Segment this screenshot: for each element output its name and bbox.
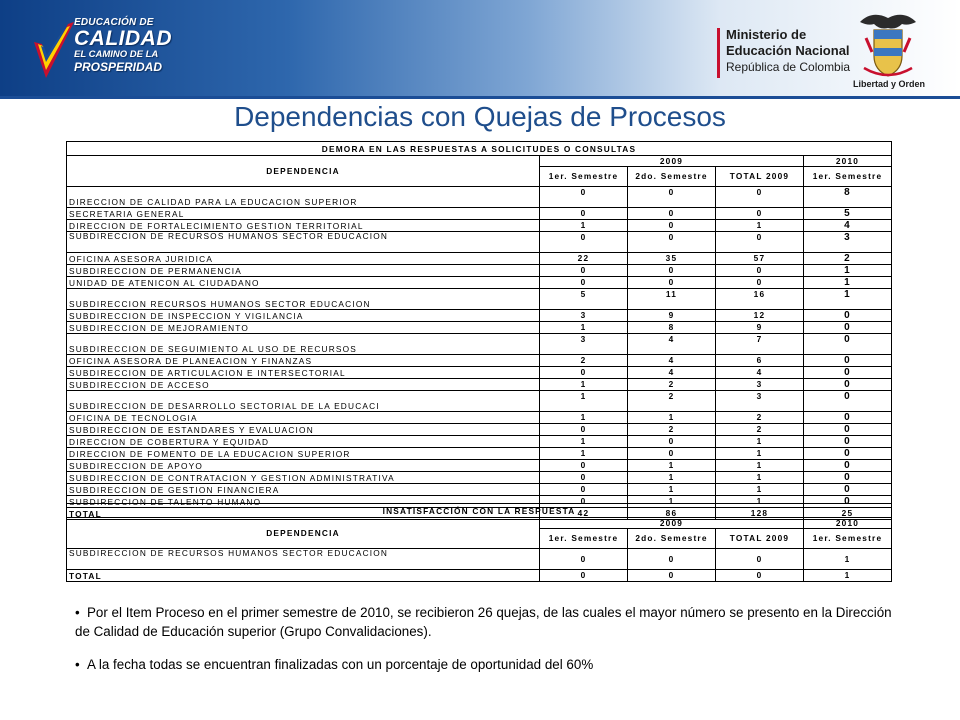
- table-row: [67, 232, 892, 253]
- table-row: [67, 448, 892, 460]
- cell-value: 1: [540, 391, 628, 412]
- cell-value: 1: [540, 379, 628, 391]
- dependency-name: SUBDIRECCION DE PERMANENCIA: [67, 265, 540, 277]
- cell-value: 1: [540, 322, 628, 334]
- cell-value: 0: [540, 187, 628, 208]
- cell-value: 3: [540, 334, 628, 355]
- table-row: [67, 253, 892, 265]
- column-header-second-semester-2009: 2do. Semestre: [628, 167, 716, 187]
- cell-value: 0: [716, 277, 804, 289]
- dependency-name: SUBDIRECCION DE RECURSOS HUMANOS SECTOR EDUCACION: [67, 549, 540, 570]
- logo-line-3: EL CAMINO DE LA: [74, 49, 159, 60]
- total-value: 0: [716, 570, 804, 582]
- cell-value: 0: [716, 265, 804, 277]
- cell-value: 1: [628, 496, 716, 508]
- cell-value: 0: [804, 322, 892, 334]
- cell-value: 5: [804, 208, 892, 220]
- table-row: [67, 379, 892, 391]
- ministry-line-1: Ministerio de: [726, 27, 807, 42]
- logo-line-2: CALIDAD: [74, 27, 172, 50]
- dependency-name: OFICINA ASESORA JURIDICA: [67, 253, 540, 265]
- dependency-name: DIRECCION DE FOMENTO DE LA EDUCACION SUPERIOR: [67, 448, 540, 460]
- cell-value: 0: [804, 355, 892, 367]
- cell-value: 0: [540, 549, 628, 570]
- table-row: [67, 436, 892, 448]
- dependency-name: UNIDAD DE ATENICON AL CIUDADANO: [67, 277, 540, 289]
- table-row: [67, 208, 892, 220]
- cell-value: 5: [540, 289, 628, 310]
- cell-value: 0: [716, 232, 804, 253]
- cell-value: 0: [628, 187, 716, 208]
- cell-value: 0: [628, 220, 716, 232]
- ministry-name: [726, 27, 850, 75]
- cell-value: 3: [716, 391, 804, 412]
- column-header-total-2009: TOTAL 2009: [716, 167, 804, 187]
- cell-value: 8: [804, 187, 892, 208]
- cell-value: 0: [804, 436, 892, 448]
- dependency-name: SUBDIRECCION RECURSOS HUMANOS SECTOR EDUCACION: [67, 289, 540, 310]
- delay-complaints-table: [66, 141, 892, 520]
- table-row: [67, 220, 892, 232]
- cell-value: 3: [804, 232, 892, 253]
- table-row: [67, 265, 892, 277]
- cell-value: 0: [540, 484, 628, 496]
- bullet-icon: •: [75, 657, 80, 672]
- cell-value: 0: [540, 424, 628, 436]
- cell-value: 0: [540, 460, 628, 472]
- dependency-name: SUBDIRECCION DE SEGUIMIENTO AL USO DE RECURSOS: [67, 334, 540, 355]
- cell-value: 0: [804, 448, 892, 460]
- cell-value: 0: [628, 232, 716, 253]
- ministry-line-3: República de Colombia: [726, 59, 851, 74]
- column-header-year-2009: 2009: [540, 156, 804, 167]
- cell-value: 0: [628, 208, 716, 220]
- cell-value: 0: [804, 412, 892, 424]
- cell-value: 1: [540, 436, 628, 448]
- cell-value: 4: [628, 355, 716, 367]
- notes-list: [75, 603, 895, 688]
- total-value: 42: [540, 508, 628, 520]
- cell-value: 0: [804, 379, 892, 391]
- dependency-name: DIRECCION DE FORTALECIMIENTO GESTION TERRITORIAL: [67, 220, 540, 232]
- cell-value: 0: [716, 187, 804, 208]
- table-row: [67, 412, 892, 424]
- cell-value: 2: [628, 391, 716, 412]
- cell-value: 0: [540, 265, 628, 277]
- educacion-calidad-logo: [32, 6, 172, 92]
- dependency-name: SUBDIRECCION DE ACCESO: [67, 379, 540, 391]
- column-header-year-2010: 2010: [804, 518, 892, 529]
- table-row: [67, 460, 892, 472]
- cell-value: 1: [540, 448, 628, 460]
- cell-value: 0: [540, 208, 628, 220]
- column-header-total-2009: TOTAL 2009: [716, 529, 804, 549]
- table-row: [67, 484, 892, 496]
- cell-value: 1: [804, 289, 892, 310]
- cell-value: 2: [804, 253, 892, 265]
- cell-value: 1: [804, 265, 892, 277]
- cell-value: 0: [716, 549, 804, 570]
- dependency-name: SUBDIRECCION DE INSPECCION Y VIGILANCIA: [67, 310, 540, 322]
- cell-value: 0: [716, 208, 804, 220]
- column-header-dependencia: DEPENDENCIA: [67, 156, 540, 187]
- column-header-first-semester-2009: 1er. Semestre: [540, 167, 628, 187]
- dependency-name: SUBDIRECCION DE ARTICULACION E INTERSECTORIAL: [67, 367, 540, 379]
- cell-value: 0: [804, 484, 892, 496]
- cell-value: 11: [628, 289, 716, 310]
- table-caption: INSATISFACCIÓN CON LA RESPUESTA: [67, 504, 892, 518]
- cell-value: 0: [804, 367, 892, 379]
- dependency-name: SUBDIRECCION DE MEJORAMIENTO: [67, 322, 540, 334]
- total-value: 86: [628, 508, 716, 520]
- cell-value: 1: [540, 412, 628, 424]
- table-row: [67, 472, 892, 484]
- cell-value: 2: [716, 412, 804, 424]
- column-header-year-2009: 2009: [540, 518, 804, 529]
- note-item: [75, 655, 895, 674]
- cell-value: 0: [540, 472, 628, 484]
- table-caption: DEMORA EN LAS RESPUESTAS A SOLICITUDES O CONSULTAS: [67, 142, 892, 156]
- total-value: 25: [804, 508, 892, 520]
- cell-value: 1: [628, 412, 716, 424]
- cell-value: 0: [540, 367, 628, 379]
- dependency-name: DIRECCION DE CALIDAD PARA LA EDUCACION SUPERIOR: [67, 187, 540, 208]
- cell-value: 4: [716, 367, 804, 379]
- cell-value: 1: [716, 496, 804, 508]
- cell-value: 0: [804, 472, 892, 484]
- cell-value: 0: [628, 549, 716, 570]
- total-value: 0: [628, 570, 716, 582]
- cell-value: 1: [628, 472, 716, 484]
- cell-value: 0: [540, 277, 628, 289]
- table-row: [67, 391, 892, 412]
- cell-value: 2: [628, 379, 716, 391]
- cell-value: 0: [804, 391, 892, 412]
- logo-wordmark: [74, 18, 172, 73]
- table-row: [67, 424, 892, 436]
- cell-value: 0: [628, 448, 716, 460]
- table-row: [67, 355, 892, 367]
- table-row: [67, 322, 892, 334]
- cell-value: 16: [716, 289, 804, 310]
- table-row: [67, 289, 892, 310]
- motto-text: Libertad y Orden: [852, 79, 925, 89]
- cell-value: 4: [628, 367, 716, 379]
- cell-value: 1: [716, 460, 804, 472]
- note-text: Por el Item Proceso en el primer semestre de 2010, se recibieron 26 quejas, de las cuales el mayor número se presento en la Dirección de Calidad de Educación superior (Grupo Convalidaciones).: [75, 605, 892, 639]
- dependency-name: OFICINA DE TECNOLOGIA: [67, 412, 540, 424]
- checkmark-logo-icon: [32, 20, 76, 86]
- cell-value: 12: [716, 310, 804, 322]
- dependency-name: DIRECCION DE COBERTURA Y EQUIDAD: [67, 436, 540, 448]
- column-header-first-semester-2010: 1er. Semestre: [804, 167, 892, 187]
- header-divider: [0, 96, 960, 99]
- table-total-row: [67, 570, 892, 582]
- cell-value: 1: [716, 436, 804, 448]
- ministry-line-2: Educación Nacional: [726, 43, 850, 59]
- cell-value: 0: [540, 232, 628, 253]
- note-text: A la fecha todas se encuentran finalizadas con un porcentaje de oportunidad del 60%: [87, 657, 594, 672]
- cell-value: 4: [804, 220, 892, 232]
- cell-value: 57: [716, 253, 804, 265]
- slide-title: Dependencias con Quejas de Procesos: [234, 101, 726, 132]
- total-label: TOTAL: [67, 570, 540, 582]
- cell-value: 2: [716, 424, 804, 436]
- total-value: 0: [540, 570, 628, 582]
- cell-value: 0: [804, 334, 892, 355]
- logo-line-1: EDUCACIÓN DE: [74, 17, 154, 28]
- table-row: [67, 334, 892, 355]
- total-label: TOTAL: [67, 508, 540, 520]
- dependency-name: SUBDIRECCION DE APOYO: [67, 460, 540, 472]
- cell-value: 0: [540, 496, 628, 508]
- cell-value: 9: [628, 310, 716, 322]
- table-row: [67, 310, 892, 322]
- table-row: [67, 187, 892, 208]
- cell-value: 0: [804, 310, 892, 322]
- column-header-first-semester-2009: 1er. Semestre: [540, 529, 628, 549]
- cell-value: 7: [716, 334, 804, 355]
- column-header-first-semester-2010: 1er. Semestre: [804, 529, 892, 549]
- table-row: [67, 277, 892, 289]
- cell-value: 0: [628, 277, 716, 289]
- bullet-icon: •: [75, 605, 80, 620]
- cell-value: 1: [540, 220, 628, 232]
- cell-value: 0: [804, 496, 892, 508]
- cell-value: 0: [628, 436, 716, 448]
- cell-value: 8: [628, 322, 716, 334]
- dependency-name: SUBDIRECCION DE TALENTO HUMANO: [67, 496, 540, 508]
- cell-value: 22: [540, 253, 628, 265]
- column-header-dependencia: DEPENDENCIA: [67, 518, 540, 549]
- note-item: [75, 603, 895, 641]
- cell-value: 0: [804, 460, 892, 472]
- table-row: [67, 367, 892, 379]
- cell-value: 1: [716, 220, 804, 232]
- cell-value: 1: [716, 484, 804, 496]
- cell-value: 6: [716, 355, 804, 367]
- dependency-name: OFICINA ASESORA DE PLANEACION Y FINANZAS: [67, 355, 540, 367]
- cell-value: 1: [804, 549, 892, 570]
- column-header-year-2010: 2010: [804, 156, 892, 167]
- dependency-name: SUBDIRECCION DE ESTANDARES Y EVALUACION: [67, 424, 540, 436]
- logo-line-4: PROSPERIDAD: [74, 59, 163, 74]
- cell-value: 1: [628, 484, 716, 496]
- column-header-second-semester-2009: 2do. Semestre: [628, 529, 716, 549]
- dissatisfaction-table: [66, 503, 892, 582]
- dependency-name: SUBDIRECCION DE CONTRATACION Y GESTION ADMINISTRATIVA: [67, 472, 540, 484]
- cell-value: 1: [628, 460, 716, 472]
- table-row: [67, 549, 892, 570]
- dependency-name: SECRETARIA GENERAL: [67, 208, 540, 220]
- cell-value: 1: [804, 277, 892, 289]
- dependency-name: SUBDIRECCION DE GESTION FINANCIERA: [67, 484, 540, 496]
- cell-value: 2: [540, 355, 628, 367]
- total-value: 128: [716, 508, 804, 520]
- dependency-name: SUBDIRECCION DE RECURSOS HUMANOS SECTOR EDUCACION: [67, 232, 540, 253]
- cell-value: 9: [716, 322, 804, 334]
- cell-value: 1: [716, 472, 804, 484]
- cell-value: 1: [716, 448, 804, 460]
- cell-value: 3: [540, 310, 628, 322]
- cell-value: 0: [804, 424, 892, 436]
- cell-value: 3: [716, 379, 804, 391]
- cell-value: 35: [628, 253, 716, 265]
- ministry-accent-bar: [717, 28, 720, 78]
- cell-value: 2: [628, 424, 716, 436]
- dependency-name: SUBDIRECCION DE DESARROLLO SECTORIAL DE LA EDUCACI: [67, 391, 540, 412]
- cell-value: 0: [628, 265, 716, 277]
- cell-value: 4: [628, 334, 716, 355]
- total-value: 1: [804, 570, 892, 582]
